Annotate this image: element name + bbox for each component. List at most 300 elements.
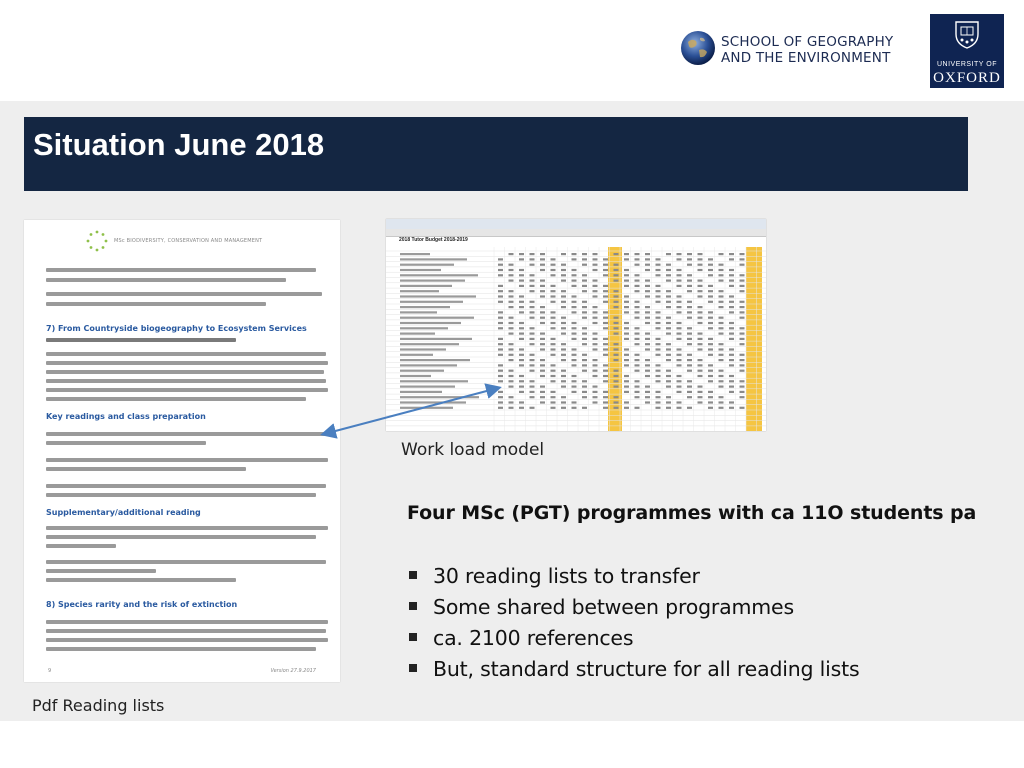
spreadsheet-cell-value bbox=[635, 327, 640, 329]
spreadsheet-cell-value bbox=[708, 343, 713, 345]
spreadsheet-cell-value bbox=[561, 295, 566, 297]
square-bullet-icon bbox=[409, 571, 417, 579]
spreadsheet-cell-value bbox=[666, 280, 671, 282]
spreadsheet-cell-value bbox=[708, 354, 713, 356]
spreadsheet-cell-value bbox=[635, 370, 640, 372]
spreadsheet-cell-value bbox=[645, 338, 650, 340]
spreadsheet-cell-value bbox=[614, 396, 619, 398]
spreadsheet-cell-value bbox=[530, 306, 535, 308]
spreadsheet-cell-value bbox=[530, 301, 535, 303]
spreadsheet-cell-value bbox=[540, 348, 545, 350]
spreadsheet-cell-value bbox=[498, 322, 503, 324]
spreadsheet-cell-value bbox=[708, 322, 713, 324]
spreadsheet-cell-value bbox=[687, 285, 692, 287]
spreadsheet-cell-value bbox=[635, 311, 640, 313]
spreadsheet-cell-value bbox=[645, 290, 650, 292]
spreadsheet-cell-value bbox=[624, 333, 629, 335]
spreadsheet-cell-value bbox=[540, 338, 545, 340]
spreadsheet-cell-value bbox=[666, 375, 671, 377]
spreadsheet-cell-value bbox=[603, 380, 608, 382]
spreadsheet-cell-text bbox=[400, 311, 437, 313]
spreadsheet-cell-value bbox=[582, 306, 587, 308]
pdf-text-line bbox=[46, 292, 322, 296]
spreadsheet-cell-value bbox=[582, 327, 587, 329]
spreadsheet-cell-value bbox=[498, 364, 503, 366]
spreadsheet-cell-value bbox=[551, 364, 556, 366]
spreadsheet-cell-value bbox=[582, 285, 587, 287]
spreadsheet-cell-value bbox=[624, 258, 629, 260]
spreadsheet-cell-value bbox=[593, 322, 598, 324]
spreadsheet-cell-value bbox=[551, 274, 556, 276]
spreadsheet-cell-value bbox=[572, 274, 577, 276]
spreadsheet-cell-value bbox=[540, 264, 545, 266]
spreadsheet-cell-value bbox=[624, 295, 629, 297]
spreadsheet-cell-value bbox=[729, 401, 734, 403]
spreadsheet-cell-value bbox=[635, 396, 640, 398]
spreadsheet-cell-value bbox=[719, 359, 724, 361]
spreadsheet-cell-value bbox=[719, 401, 724, 403]
spreadsheet-cell-value bbox=[582, 290, 587, 292]
spreadsheet-cell-value bbox=[624, 386, 629, 388]
spreadsheet-cell-value bbox=[572, 348, 577, 350]
spreadsheet-cell-value bbox=[519, 274, 524, 276]
school-name-line2: AND THE ENVIRONMENT bbox=[721, 50, 891, 66]
spreadsheet-cell-value bbox=[614, 290, 619, 292]
spreadsheet-cell-value bbox=[729, 301, 734, 303]
spreadsheet-cell-value bbox=[656, 401, 661, 403]
spreadsheet-cell-value bbox=[719, 306, 724, 308]
spreadsheet-cell-value bbox=[729, 380, 734, 382]
spreadsheet-cell-value bbox=[708, 407, 713, 409]
spreadsheet-cell-value bbox=[656, 380, 661, 382]
spreadsheet-cell-value bbox=[603, 258, 608, 260]
spreadsheet-cell-value bbox=[572, 306, 577, 308]
spreadsheet-cell-value bbox=[603, 401, 608, 403]
spreadsheet-cell-value bbox=[666, 359, 671, 361]
spreadsheet-cell-value bbox=[603, 407, 608, 409]
spreadsheet-cell-text bbox=[400, 258, 467, 260]
spreadsheet-cell-value bbox=[519, 407, 524, 409]
spreadsheet-cell-value bbox=[624, 269, 629, 271]
spreadsheet-cell-value bbox=[498, 370, 503, 372]
spreadsheet-cell-value bbox=[635, 306, 640, 308]
spreadsheet-cell-value bbox=[687, 338, 692, 340]
pdf-text-line bbox=[46, 432, 326, 436]
spreadsheet-cell-value bbox=[635, 285, 640, 287]
spreadsheet-cell-value bbox=[551, 264, 556, 266]
school-name-line1: SCHOOL OF GEOGRAPHY bbox=[721, 34, 894, 50]
spreadsheet-cell-value bbox=[614, 327, 619, 329]
spreadsheet-cell-value bbox=[677, 322, 682, 324]
spreadsheet-cell-value bbox=[572, 391, 577, 393]
spreadsheet-cell-value bbox=[551, 295, 556, 297]
spreadsheet-cell-value bbox=[666, 306, 671, 308]
spreadsheet-cell-value bbox=[635, 317, 640, 319]
spreadsheet-cell-value bbox=[551, 396, 556, 398]
spreadsheet-cell-value bbox=[645, 359, 650, 361]
spreadsheet-cell-value bbox=[603, 322, 608, 324]
spreadsheet-cell-value bbox=[551, 375, 556, 377]
spreadsheet-cell-value bbox=[551, 354, 556, 356]
spreadsheet-cell-value bbox=[740, 370, 745, 372]
oxford-logo bbox=[930, 14, 1004, 88]
spreadsheet-cell-value bbox=[614, 301, 619, 303]
spreadsheet-cell-value bbox=[635, 386, 640, 388]
spreadsheet-cell-value bbox=[719, 295, 724, 297]
spreadsheet-cell-value bbox=[582, 343, 587, 345]
spreadsheet-cell-value bbox=[530, 380, 535, 382]
spreadsheet-cell-value bbox=[614, 280, 619, 282]
spreadsheet-cell-value bbox=[698, 269, 703, 271]
spreadsheet-cell-value bbox=[498, 343, 503, 345]
spreadsheet-cell-value bbox=[614, 274, 619, 276]
spreadsheet-cell-value bbox=[729, 253, 734, 255]
spreadsheet-cell-value bbox=[614, 370, 619, 372]
spreadsheet-cell-value bbox=[530, 364, 535, 366]
spreadsheet-cell-value bbox=[519, 327, 524, 329]
spreadsheet-cell-value bbox=[519, 258, 524, 260]
spreadsheet-cell-value bbox=[740, 264, 745, 266]
spreadsheet-cell-value bbox=[603, 343, 608, 345]
spreadsheet-cell-value bbox=[603, 269, 608, 271]
spreadsheet-cell-value bbox=[561, 327, 566, 329]
spreadsheet-cell-value bbox=[509, 375, 514, 377]
spreadsheet-cell-text bbox=[400, 338, 472, 340]
spreadsheet-cell-value bbox=[603, 311, 608, 313]
spreadsheet-cell-value bbox=[614, 401, 619, 403]
spreadsheet-cell-value bbox=[645, 391, 650, 393]
spreadsheet-cell-value bbox=[719, 290, 724, 292]
spreadsheet-cell-value bbox=[509, 401, 514, 403]
spreadsheet-cell-value bbox=[719, 301, 724, 303]
spreadsheet-cell-value bbox=[603, 274, 608, 276]
spreadsheet-cell-value bbox=[645, 306, 650, 308]
spreadsheet-cell-value bbox=[572, 401, 577, 403]
spreadsheet-cell-value bbox=[740, 407, 745, 409]
spreadsheet-cell-value bbox=[614, 380, 619, 382]
spreadsheet-cell-value bbox=[708, 290, 713, 292]
spreadsheet-cell-value bbox=[729, 274, 734, 276]
spreadsheet-cell-value bbox=[687, 396, 692, 398]
spreadsheet-cell-value bbox=[698, 295, 703, 297]
spreadsheet-cell-value bbox=[561, 354, 566, 356]
spreadsheet-cell-value bbox=[635, 258, 640, 260]
spreadsheet-cell-value bbox=[572, 354, 577, 356]
pdf-text-line bbox=[46, 560, 326, 564]
spreadsheet-cell-value bbox=[530, 359, 535, 361]
spreadsheet-cell-value bbox=[519, 359, 524, 361]
spreadsheet-cell-value bbox=[540, 280, 545, 282]
spreadsheet-cell-value bbox=[593, 311, 598, 313]
spreadsheet-cell-value bbox=[593, 306, 598, 308]
spreadsheet-cell-value bbox=[519, 401, 524, 403]
spreadsheet-sheet-title: 2018 Tutor Budget 2018-2019 bbox=[399, 237, 468, 243]
spreadsheet-cell-value bbox=[509, 253, 514, 255]
spreadsheet-cell-value bbox=[540, 253, 545, 255]
spreadsheet-cell-value bbox=[645, 348, 650, 350]
spreadsheet-cell-value bbox=[635, 253, 640, 255]
pdf-text-line bbox=[46, 278, 286, 282]
spreadsheet-cell-value bbox=[698, 401, 703, 403]
spreadsheet-cell-value bbox=[687, 380, 692, 382]
spreadsheet-cell-value bbox=[530, 354, 535, 356]
spreadsheet-cell-value bbox=[593, 269, 598, 271]
spreadsheet-cell-value bbox=[593, 370, 598, 372]
spreadsheet-cell-value bbox=[551, 301, 556, 303]
spreadsheet-cell-value bbox=[540, 343, 545, 345]
spreadsheet-cell-value bbox=[719, 343, 724, 345]
spreadsheet-cell-value bbox=[740, 317, 745, 319]
spreadsheet-cell-value bbox=[540, 322, 545, 324]
spreadsheet-cell-value bbox=[698, 391, 703, 393]
spreadsheet-cell-value bbox=[635, 359, 640, 361]
spreadsheet-cell-value bbox=[740, 396, 745, 398]
spreadsheet-cell-value bbox=[519, 269, 524, 271]
spreadsheet-cell-value bbox=[656, 348, 661, 350]
spreadsheet-cell-value bbox=[509, 333, 514, 335]
spreadsheet-cell-value bbox=[740, 333, 745, 335]
spreadsheet-cell-value bbox=[740, 343, 745, 345]
header bbox=[0, 0, 1024, 100]
spreadsheet-cell-value bbox=[561, 322, 566, 324]
pdf-text-line bbox=[46, 569, 156, 573]
pdf-section-heading: 7) From Countryside biogeography to Ecosystem Services bbox=[46, 324, 307, 333]
spreadsheet-cell-value bbox=[540, 386, 545, 388]
spreadsheet-cell-value bbox=[603, 317, 608, 319]
pdf-text-line bbox=[46, 268, 316, 272]
spreadsheet-cell-value bbox=[666, 327, 671, 329]
spreadsheet-cell-value bbox=[603, 391, 608, 393]
spreadsheet-cell-value bbox=[729, 269, 734, 271]
spreadsheet-cell-value bbox=[530, 338, 535, 340]
pdf-text-line bbox=[46, 578, 236, 582]
spreadsheet-cell-value bbox=[498, 290, 503, 292]
spreadsheet-cell-value bbox=[719, 333, 724, 335]
spreadsheet-cell-value bbox=[740, 338, 745, 340]
spreadsheet-cell-value bbox=[729, 407, 734, 409]
spreadsheet-cell-value bbox=[614, 317, 619, 319]
spreadsheet-cell-value bbox=[656, 391, 661, 393]
spreadsheet-cell-value bbox=[687, 386, 692, 388]
spreadsheet-cell-value bbox=[677, 386, 682, 388]
spreadsheet-cell-value bbox=[635, 274, 640, 276]
spreadsheet-cell-value bbox=[719, 396, 724, 398]
spreadsheet-cell-value bbox=[740, 290, 745, 292]
spreadsheet-cell-value bbox=[677, 269, 682, 271]
spreadsheet-cell-value bbox=[530, 274, 535, 276]
spreadsheet-cell-value bbox=[582, 333, 587, 335]
spreadsheet-cell-value bbox=[666, 401, 671, 403]
pdf-header-text: MSc BIODIVERSITY, CONSERVATION AND MANAGEMENT bbox=[114, 238, 263, 244]
spreadsheet-cell-value bbox=[677, 338, 682, 340]
pdf-text-line bbox=[46, 379, 326, 383]
spreadsheet-cell-value bbox=[561, 290, 566, 292]
spreadsheet-cell-value bbox=[509, 354, 514, 356]
spreadsheet-cell-value bbox=[530, 333, 535, 335]
spreadsheet-cell-value bbox=[698, 343, 703, 345]
spreadsheet-cell-text bbox=[400, 333, 435, 335]
spreadsheet-cell-text bbox=[400, 280, 465, 282]
oxford-small-text: UNIVERSITY OF bbox=[936, 61, 998, 68]
spreadsheet-cell-value bbox=[561, 386, 566, 388]
spreadsheet-cell-value bbox=[603, 370, 608, 372]
spreadsheet-cell-value bbox=[614, 306, 619, 308]
spreadsheet-cell-value bbox=[509, 386, 514, 388]
spreadsheet-cell-value bbox=[572, 269, 577, 271]
spreadsheet-cell-value bbox=[540, 317, 545, 319]
spreadsheet-cell-value bbox=[498, 354, 503, 356]
spreadsheet-cell-value bbox=[572, 364, 577, 366]
pdf-text-line bbox=[46, 467, 246, 471]
spreadsheet-cell-value bbox=[614, 269, 619, 271]
spreadsheet-cell-text bbox=[400, 274, 478, 276]
spreadsheet-cell-value bbox=[624, 380, 629, 382]
spreadsheet-cell-value bbox=[530, 264, 535, 266]
spreadsheet-cell-value bbox=[551, 285, 556, 287]
spreadsheet-cell-value bbox=[624, 401, 629, 403]
oxford-big-text: OXFORD bbox=[933, 70, 1001, 86]
spreadsheet-cell-value bbox=[687, 306, 692, 308]
spreadsheet-cell-value bbox=[729, 327, 734, 329]
school-name bbox=[721, 34, 921, 66]
spreadsheet-cell-value bbox=[561, 407, 566, 409]
spreadsheet-cell-value bbox=[551, 258, 556, 260]
spreadsheet-cell-value bbox=[666, 290, 671, 292]
spreadsheet-cell-value bbox=[666, 317, 671, 319]
spreadsheet-cell-text bbox=[400, 301, 463, 303]
spreadsheet-cell-value bbox=[719, 375, 724, 377]
spreadsheet-cell-value bbox=[540, 269, 545, 271]
spreadsheet-cell-value bbox=[687, 311, 692, 313]
spreadsheet-cell-value bbox=[708, 396, 713, 398]
spreadsheet-cell-value bbox=[593, 359, 598, 361]
spreadsheet-cell-value bbox=[551, 348, 556, 350]
spreadsheet-cell-value bbox=[603, 354, 608, 356]
spreadsheet-cell-value bbox=[698, 396, 703, 398]
slide-title: Situation June 2018 bbox=[33, 127, 325, 162]
spreadsheet-cell-value bbox=[551, 290, 556, 292]
spreadsheet-cell-value bbox=[719, 322, 724, 324]
pdf-version: Version 27.9.2017 bbox=[270, 668, 316, 674]
spreadsheet-cell-value bbox=[708, 338, 713, 340]
spreadsheet-cell-value bbox=[656, 354, 661, 356]
spreadsheet-cell-value bbox=[519, 338, 524, 340]
spreadsheet-cell-value bbox=[593, 386, 598, 388]
spreadsheet-cell-text bbox=[400, 364, 457, 366]
spreadsheet-cell-value bbox=[729, 391, 734, 393]
spreadsheet-cell-value bbox=[614, 407, 619, 409]
spreadsheet-cell-value bbox=[509, 343, 514, 345]
spreadsheet-cell-value bbox=[740, 274, 745, 276]
spreadsheet-cell-value bbox=[656, 370, 661, 372]
spreadsheet-cell-value bbox=[561, 280, 566, 282]
spreadsheet-cell-value bbox=[624, 253, 629, 255]
spreadsheet-cell-value bbox=[740, 364, 745, 366]
spreadsheet-cell-value bbox=[666, 269, 671, 271]
spreadsheet-cell-text bbox=[400, 306, 450, 308]
spreadsheet-cell-value bbox=[593, 264, 598, 266]
spreadsheet-cell-value bbox=[708, 391, 713, 393]
spreadsheet-cell-value bbox=[708, 375, 713, 377]
spreadsheet-cell-value bbox=[519, 380, 524, 382]
spreadsheet-cell-value bbox=[635, 364, 640, 366]
spreadsheet-cell-value bbox=[551, 311, 556, 313]
spreadsheet-cell-value bbox=[666, 343, 671, 345]
spreadsheet-cell-value bbox=[677, 391, 682, 393]
title-bar bbox=[24, 117, 968, 191]
spreadsheet-cell-value bbox=[698, 322, 703, 324]
spreadsheet-cell-value bbox=[729, 386, 734, 388]
spreadsheet-cell-value bbox=[708, 311, 713, 313]
spreadsheet-cell-value bbox=[698, 285, 703, 287]
spreadsheet-cell-value bbox=[519, 295, 524, 297]
spreadsheet-cell-value bbox=[624, 274, 629, 276]
spreadsheet-cell-value bbox=[509, 264, 514, 266]
spreadsheet-cell-value bbox=[698, 386, 703, 388]
spreadsheet-cell-value bbox=[530, 386, 535, 388]
spreadsheet-cell-value bbox=[540, 333, 545, 335]
spreadsheet-cell-value bbox=[519, 354, 524, 356]
spreadsheet-cell-value bbox=[509, 274, 514, 276]
spreadsheet-cell-value bbox=[656, 322, 661, 324]
spreadsheet-cell-value bbox=[645, 322, 650, 324]
spreadsheet-cell-value bbox=[708, 364, 713, 366]
spreadsheet-cell-value bbox=[561, 348, 566, 350]
spreadsheet-cell-value bbox=[645, 343, 650, 345]
spreadsheet-cell-value bbox=[582, 280, 587, 282]
spreadsheet-cell-value bbox=[666, 253, 671, 255]
square-bullet-icon bbox=[409, 664, 417, 672]
spreadsheet-cell-value bbox=[635, 301, 640, 303]
spreadsheet-cell-value bbox=[677, 348, 682, 350]
spreadsheet-cell-value bbox=[677, 375, 682, 377]
spreadsheet-cell-value bbox=[687, 264, 692, 266]
spreadsheet-cell-value bbox=[687, 364, 692, 366]
spreadsheet-cell-value bbox=[519, 306, 524, 308]
spreadsheet-cell-value bbox=[519, 386, 524, 388]
spreadsheet-cell-value bbox=[614, 343, 619, 345]
spreadsheet-cell-value bbox=[666, 380, 671, 382]
spreadsheet-cell-value bbox=[698, 338, 703, 340]
spreadsheet-cell-value bbox=[687, 333, 692, 335]
spreadsheet-cell-value bbox=[708, 295, 713, 297]
spreadsheet-cell-value bbox=[572, 295, 577, 297]
spreadsheet-cell-value bbox=[593, 333, 598, 335]
spreadsheet-cell-value bbox=[729, 348, 734, 350]
spreadsheet-cell-text bbox=[400, 264, 454, 266]
spreadsheet-cell-value bbox=[740, 253, 745, 255]
spreadsheet-cell-value bbox=[519, 311, 524, 313]
bullet-text: 30 reading lists to transfer bbox=[433, 564, 700, 588]
pdf-text-line bbox=[46, 535, 316, 539]
spreadsheet-cell-value bbox=[635, 333, 640, 335]
spreadsheet-cell-value bbox=[645, 401, 650, 403]
spreadsheet-cell-value bbox=[624, 359, 629, 361]
spreadsheet-cell-value bbox=[593, 364, 598, 366]
spreadsheet-cell-value bbox=[582, 407, 587, 409]
spreadsheet-cell-value bbox=[666, 354, 671, 356]
spreadsheet-cell-value bbox=[624, 354, 629, 356]
spreadsheet-cell-value bbox=[729, 354, 734, 356]
spreadsheet-cell-value bbox=[708, 370, 713, 372]
spreadsheet-cell-value bbox=[666, 407, 671, 409]
spreadsheet-cell-value bbox=[519, 375, 524, 377]
spreadsheet-cell-value bbox=[677, 253, 682, 255]
spreadsheet-titlebar bbox=[386, 219, 766, 229]
spreadsheet-cell-value bbox=[635, 264, 640, 266]
spreadsheet-cell-value bbox=[603, 375, 608, 377]
spreadsheet-cell-value bbox=[551, 380, 556, 382]
